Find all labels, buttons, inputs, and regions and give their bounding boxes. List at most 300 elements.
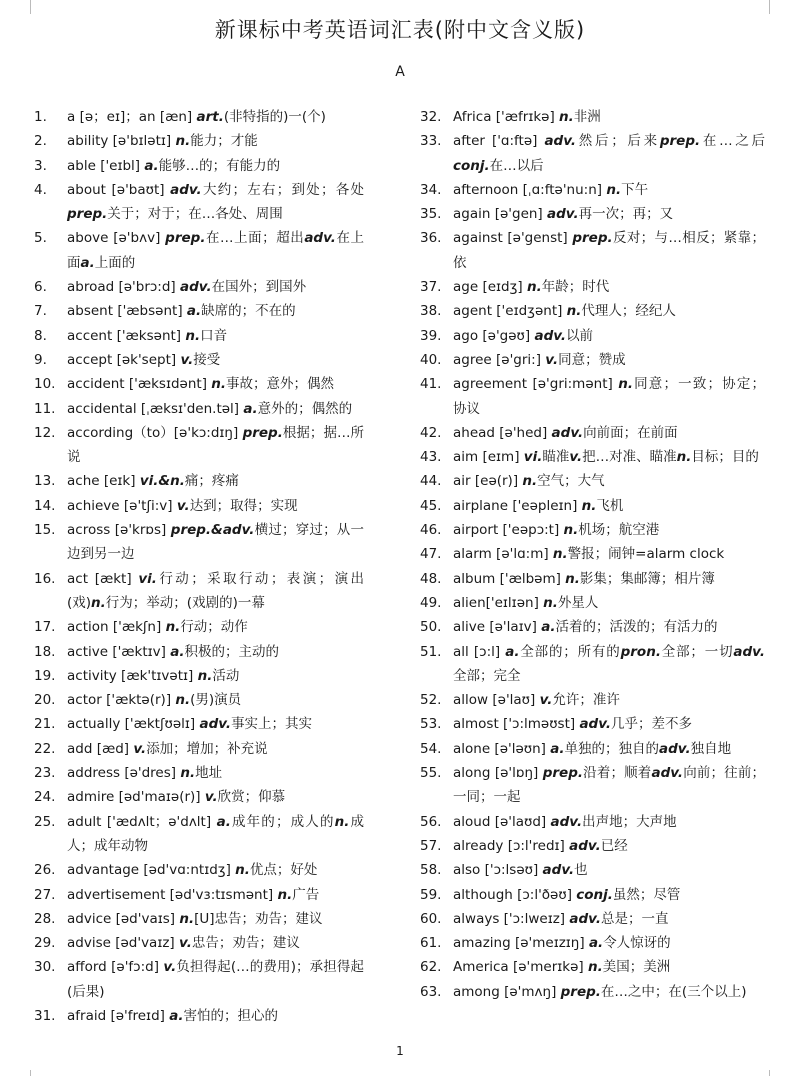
entry-text bbox=[453, 883, 765, 907]
word-and-phonetic: airport ['eəpɔ:t] bbox=[453, 522, 564, 539]
word-and-phonetic: Africa ['æfrɪkə] bbox=[453, 109, 560, 125]
entry-number: 9. bbox=[34, 351, 47, 368]
part-of-speech: adv. bbox=[179, 279, 212, 296]
word-and-phonetic: all [ɔ:l] bbox=[453, 643, 506, 660]
part-of-speech: adv. bbox=[550, 813, 583, 830]
part-of-speech: adv. bbox=[304, 230, 336, 247]
entry-text bbox=[453, 494, 765, 518]
vocabulary-entry bbox=[420, 883, 765, 907]
part-of-speech: v. bbox=[163, 959, 177, 976]
meaning: 负担得起(…的费用)；承担得起(后果) bbox=[67, 959, 364, 1000]
entry-text bbox=[453, 178, 765, 202]
word-and-phonetic: act [ækt] bbox=[67, 570, 139, 587]
entry-number: 26. bbox=[34, 862, 56, 879]
part-of-speech: n. bbox=[606, 181, 622, 198]
vocabulary-entry bbox=[34, 324, 364, 348]
entry-text bbox=[453, 980, 765, 1004]
word-and-phonetic: according（to）[ə'kɔ:dɪŋ] bbox=[67, 424, 243, 441]
meaning: 单独的；独自的 bbox=[564, 740, 659, 757]
entry-text bbox=[453, 955, 765, 979]
entry-number: 45. bbox=[420, 497, 442, 514]
vocabulary-entry bbox=[34, 105, 364, 129]
entry-text bbox=[67, 931, 364, 955]
vocabulary-entry bbox=[34, 1004, 364, 1028]
part-of-speech: a. bbox=[216, 813, 231, 830]
entry-number: 11. bbox=[34, 400, 56, 417]
vocabulary-entry bbox=[420, 980, 765, 1004]
entry-number: 7. bbox=[34, 303, 47, 320]
word-and-phonetic: allow [ə'laʊ] bbox=[453, 692, 540, 709]
part-of-speech: n. bbox=[581, 497, 597, 514]
entry-number: 2. bbox=[34, 133, 47, 150]
entry-text bbox=[67, 907, 364, 931]
entry-text bbox=[453, 640, 765, 689]
part-of-speech: prep. bbox=[542, 765, 584, 782]
part-of-speech: adv. bbox=[534, 327, 567, 344]
meaning: 机场；航空港 bbox=[578, 522, 660, 539]
entry-text bbox=[453, 542, 765, 566]
vocabulary-entry bbox=[34, 761, 364, 785]
vocabulary-entry bbox=[420, 567, 765, 591]
part-of-speech: a. bbox=[186, 303, 202, 320]
part-of-speech: prep. bbox=[165, 230, 206, 247]
entry-number: 16. bbox=[34, 570, 56, 587]
vocabulary-entry bbox=[34, 907, 364, 931]
entry-number: 20. bbox=[34, 692, 56, 709]
entry-text bbox=[67, 1004, 364, 1028]
meaning: 大约；左右；到处；各处 bbox=[201, 181, 365, 198]
vocabulary-entry bbox=[34, 299, 364, 323]
entry-text bbox=[453, 931, 765, 955]
entry-text bbox=[453, 469, 765, 493]
vocabulary-entry bbox=[420, 105, 765, 129]
word-and-phonetic: against [ə'genst] bbox=[453, 230, 573, 247]
meaning: 然后；后来 bbox=[576, 133, 660, 150]
crop-mark bbox=[30, 0, 41, 14]
meaning: 达到；取得；实现 bbox=[189, 497, 298, 514]
meaning: (男)演员 bbox=[190, 692, 242, 709]
entry-number: 48. bbox=[420, 570, 442, 587]
entry-text bbox=[67, 275, 364, 299]
entry-text bbox=[67, 178, 364, 227]
vocabulary-column-right bbox=[420, 105, 765, 1004]
word-and-phonetic: age [eɪdʒ] bbox=[453, 279, 527, 296]
word-and-phonetic: add [æd] bbox=[67, 740, 134, 757]
vocabulary-entry bbox=[420, 810, 765, 834]
page-number: 1 bbox=[396, 1044, 404, 1058]
entry-number: 31. bbox=[34, 1007, 56, 1024]
meaning: 添加；增加；补充说 bbox=[146, 740, 268, 757]
part-of-speech: prep. bbox=[560, 983, 601, 1000]
vocabulary-entry bbox=[420, 834, 765, 858]
meaning: 已经 bbox=[600, 837, 628, 854]
part-of-speech: prep. bbox=[242, 424, 283, 441]
vocabulary-entry bbox=[420, 907, 765, 931]
entry-number: 53. bbox=[420, 716, 442, 733]
part-of-speech: pron. bbox=[620, 643, 661, 660]
entry-text bbox=[453, 567, 765, 591]
entry-number: 47. bbox=[420, 546, 442, 563]
meaning: 害怕的；担心的 bbox=[183, 1007, 278, 1024]
part-of-speech: n. bbox=[235, 862, 250, 879]
word-and-phonetic: always ['ɔ:lweɪz] bbox=[453, 910, 570, 927]
word-and-phonetic: agent ['eɪdʒənt] bbox=[453, 303, 567, 320]
word-and-phonetic: active ['æktɪv] bbox=[67, 643, 171, 660]
vocabulary-column-left bbox=[34, 105, 364, 1028]
entry-text bbox=[67, 785, 364, 809]
part-of-speech: a. bbox=[243, 400, 258, 417]
meaning: 飞机 bbox=[596, 497, 624, 514]
meaning: (非特指的)一(个) bbox=[223, 109, 326, 125]
meaning: 同意；赞成 bbox=[558, 351, 626, 368]
entry-text bbox=[453, 299, 765, 323]
entry-number: 57. bbox=[420, 837, 442, 854]
entry-text bbox=[453, 761, 765, 810]
part-of-speech: n. bbox=[566, 303, 582, 320]
meaning: 全部；完全 bbox=[453, 667, 521, 684]
part-of-speech: adv. bbox=[542, 862, 575, 879]
crop-mark bbox=[30, 1070, 41, 1076]
part-of-speech: n. bbox=[565, 570, 580, 587]
word-and-phonetic: above [ə'bʌv] bbox=[67, 230, 166, 247]
crop-mark bbox=[759, 1070, 770, 1076]
entry-number: 56. bbox=[420, 813, 442, 830]
part-of-speech: v. bbox=[545, 351, 559, 368]
entry-text bbox=[453, 518, 765, 542]
entry-number: 1. bbox=[34, 109, 47, 125]
meaning: 接受 bbox=[193, 351, 221, 368]
meaning: 总是；一直 bbox=[600, 910, 669, 927]
vocabulary-entry bbox=[420, 761, 765, 810]
meaning: 关于；对于；在…各处、周围 bbox=[107, 206, 283, 223]
part-of-speech: n. bbox=[522, 473, 538, 490]
entry-number: 17. bbox=[34, 619, 56, 636]
entry-text bbox=[67, 518, 364, 567]
entry-text bbox=[67, 421, 364, 470]
meaning: 外星人 bbox=[557, 594, 599, 611]
entry-number: 19. bbox=[34, 667, 56, 684]
entry-number: 23. bbox=[34, 765, 56, 782]
part-of-speech: a. bbox=[169, 1007, 184, 1024]
meaning: 在上面 bbox=[67, 230, 365, 271]
vocabulary-entry bbox=[34, 348, 364, 372]
word-and-phonetic: America [ə'merɪkə] bbox=[453, 959, 588, 976]
meaning: 能力；才能 bbox=[190, 133, 258, 150]
entry-number: 52. bbox=[420, 692, 442, 709]
entry-text bbox=[453, 834, 765, 858]
vocabulary-entry bbox=[34, 469, 364, 493]
meaning: 事实上；其实 bbox=[231, 716, 313, 733]
meaning: 口音 bbox=[200, 327, 228, 344]
meaning: 瞄准 bbox=[542, 449, 570, 466]
part-of-speech: adv. bbox=[199, 716, 232, 733]
part-of-speech: n. bbox=[165, 619, 181, 636]
entry-text bbox=[67, 469, 364, 493]
part-of-speech: n. bbox=[559, 109, 574, 125]
part-of-speech: n. bbox=[277, 886, 293, 903]
meaning: 向前面；在前面 bbox=[583, 424, 678, 441]
meaning: 在…以后 bbox=[489, 157, 544, 174]
word-and-phonetic: accident ['æksɪdənt] bbox=[67, 376, 212, 393]
vocabulary-entry bbox=[34, 129, 364, 153]
entry-number: 40. bbox=[420, 351, 442, 368]
word-and-phonetic: ago [ə'gəʊ] bbox=[453, 327, 535, 344]
entry-text bbox=[453, 712, 765, 736]
entry-number: 4. bbox=[34, 181, 47, 198]
entry-number: 50. bbox=[420, 619, 442, 636]
entry-text bbox=[453, 907, 765, 931]
word-and-phonetic: air [eə(r)] bbox=[453, 473, 523, 490]
word-and-phonetic: alive [ə'laɪv] bbox=[453, 619, 542, 636]
vocabulary-entry bbox=[34, 688, 364, 712]
entry-number: 44. bbox=[420, 473, 442, 490]
entry-text bbox=[67, 810, 364, 859]
meaning: 痛；疼痛 bbox=[184, 473, 239, 490]
meaning: 成人；成年动物 bbox=[67, 813, 365, 854]
entry-text bbox=[67, 858, 364, 882]
word-and-phonetic: about [ə'baʊt] bbox=[67, 181, 171, 198]
word-and-phonetic: activity [æk'tɪvətɪ] bbox=[67, 667, 198, 684]
entry-number: 41. bbox=[420, 376, 442, 393]
part-of-speech: a. bbox=[170, 643, 185, 660]
vocabulary-entry bbox=[34, 785, 364, 809]
entry-number: 35. bbox=[420, 206, 442, 223]
entry-number: 15. bbox=[34, 522, 56, 539]
part-of-speech: n. bbox=[211, 376, 227, 393]
word-and-phonetic: address [ə'dres] bbox=[67, 765, 181, 782]
meaning: 目标；目的 bbox=[691, 449, 759, 466]
vocabulary-entry bbox=[34, 154, 364, 178]
entry-text bbox=[453, 858, 765, 882]
vocabulary-entry bbox=[34, 883, 364, 907]
entry-text bbox=[453, 810, 765, 834]
part-of-speech: adv. bbox=[547, 206, 579, 223]
entry-number: 30. bbox=[34, 959, 56, 976]
entry-text bbox=[67, 955, 364, 1004]
word-and-phonetic: after ['ɑ:ftə] bbox=[453, 133, 545, 150]
entry-text bbox=[67, 640, 364, 664]
vocabulary-entry bbox=[34, 810, 364, 859]
entry-text bbox=[67, 664, 364, 688]
entry-number: 61. bbox=[420, 935, 442, 952]
entry-number: 28. bbox=[34, 910, 56, 927]
word-and-phonetic: actually ['æktʃʊəlɪ] bbox=[67, 716, 200, 733]
meaning: 虽然；尽管 bbox=[612, 886, 681, 903]
vocabulary-entry bbox=[420, 931, 765, 955]
part-of-speech: a. bbox=[541, 619, 556, 636]
entry-number: 12. bbox=[34, 424, 56, 441]
vocabulary-entry bbox=[420, 372, 765, 421]
meaning: 欣赏；仰慕 bbox=[217, 789, 286, 806]
part-of-speech: n. bbox=[175, 133, 191, 150]
entry-text bbox=[453, 129, 765, 178]
part-of-speech: n. bbox=[185, 327, 201, 344]
vocabulary-entry bbox=[420, 640, 765, 689]
vocabulary-entry bbox=[420, 591, 765, 615]
word-and-phonetic: already [ɔ:l'redɪ] bbox=[453, 837, 570, 854]
meaning: 下午 bbox=[621, 181, 649, 198]
word-and-phonetic: able ['eɪbl] bbox=[67, 157, 145, 174]
meaning: 在…之后 bbox=[700, 133, 766, 150]
entry-number: 32. bbox=[420, 109, 442, 125]
meaning: 在…上面；超出 bbox=[205, 230, 305, 247]
part-of-speech: adv. bbox=[651, 765, 684, 782]
word-and-phonetic: absent ['æbsənt] bbox=[67, 303, 187, 320]
word-and-phonetic: ache [eɪk] bbox=[67, 473, 140, 490]
entry-text bbox=[453, 688, 765, 712]
word-and-phonetic: among [ə'mʌŋ] bbox=[453, 983, 561, 1000]
part-of-speech: n. bbox=[676, 449, 692, 466]
part-of-speech: n. bbox=[179, 910, 195, 927]
vocabulary-entry bbox=[420, 445, 765, 469]
meaning: 全部的；所有的 bbox=[519, 643, 621, 660]
meaning: 缺席的；不在的 bbox=[201, 303, 296, 320]
word-and-phonetic: achieve [ə'tʃi:v] bbox=[67, 497, 177, 514]
entry-text bbox=[453, 421, 765, 445]
part-of-speech: v. bbox=[569, 449, 583, 466]
entry-text bbox=[67, 129, 364, 153]
part-of-speech: v. bbox=[180, 351, 194, 368]
meaning: 横过；穿过；从一边到另一边 bbox=[67, 522, 364, 563]
vocabulary-entry bbox=[34, 664, 364, 688]
entry-number: 6. bbox=[34, 279, 47, 296]
word-and-phonetic: accept [ək'sept] bbox=[67, 351, 181, 368]
entry-text bbox=[67, 154, 364, 178]
entry-text bbox=[453, 615, 765, 639]
word-and-phonetic: ability [ə'bɪlətɪ] bbox=[67, 133, 176, 150]
entry-text bbox=[67, 397, 364, 421]
part-of-speech: n. bbox=[197, 667, 213, 684]
entry-number: 14. bbox=[34, 497, 56, 514]
vocabulary-entry bbox=[34, 567, 364, 616]
word-and-phonetic: amazing [ə'meɪzɪŋ] bbox=[453, 935, 589, 952]
entry-number: 39. bbox=[420, 327, 442, 344]
section-letter: A bbox=[395, 64, 405, 80]
meaning: 全部；一切 bbox=[660, 643, 734, 660]
meaning: 再一次；再；又 bbox=[578, 206, 674, 223]
part-of-speech: v. bbox=[176, 497, 190, 514]
entry-text bbox=[67, 615, 364, 639]
entry-number: 62. bbox=[420, 959, 442, 976]
word-and-phonetic: airplane ['eəpleɪn] bbox=[453, 497, 582, 514]
entry-number: 37. bbox=[420, 279, 442, 296]
part-of-speech: v. bbox=[539, 692, 553, 709]
vocabulary-entry bbox=[34, 275, 364, 299]
entry-number: 18. bbox=[34, 643, 56, 660]
vocabulary-entry bbox=[420, 688, 765, 712]
meaning: 同意；一致；协定；协议 bbox=[453, 376, 766, 417]
word-and-phonetic: almost ['ɔ:lməʊst] bbox=[453, 716, 580, 733]
entry-text bbox=[453, 202, 765, 226]
vocabulary-entry bbox=[34, 178, 364, 227]
part-of-speech: a. bbox=[550, 740, 565, 757]
meaning: 忠告；劝告；建议 bbox=[191, 935, 300, 952]
vocabulary-entry bbox=[420, 421, 765, 445]
word-and-phonetic: album ['ælbəm] bbox=[453, 570, 566, 587]
entry-text bbox=[67, 761, 364, 785]
entry-number: 24. bbox=[34, 789, 56, 806]
entry-number: 51. bbox=[420, 643, 442, 660]
meaning: 行动；采取行动；表演；演出(戏) bbox=[67, 570, 364, 611]
entry-text bbox=[453, 275, 765, 299]
part-of-speech: n. bbox=[552, 546, 568, 563]
word-and-phonetic: afternoon [ˌɑ:ftə'nu:n] bbox=[453, 181, 607, 198]
vocabulary-entry bbox=[34, 494, 364, 518]
word-and-phonetic: admire [əd'maɪə(r)] bbox=[67, 789, 205, 806]
part-of-speech: n. bbox=[175, 692, 191, 709]
word-and-phonetic: aloud [ə'laʊd] bbox=[453, 813, 551, 830]
meaning: 行为；举动；(戏剧的)一幕 bbox=[105, 594, 265, 611]
meaning: 积极的；主动的 bbox=[184, 643, 279, 660]
meaning: 优点；好处 bbox=[249, 862, 318, 879]
part-of-speech: vi.&n. bbox=[139, 473, 185, 490]
meaning: 活动 bbox=[212, 667, 240, 684]
part-of-speech: a. bbox=[80, 254, 95, 271]
word-and-phonetic: adult ['ædʌlt；ə'dʌlt] bbox=[67, 813, 217, 830]
vocabulary-entry bbox=[420, 129, 765, 178]
part-of-speech: n. bbox=[334, 813, 350, 830]
word-and-phonetic: action ['ækʃn] bbox=[67, 619, 166, 636]
meaning: 允许；准许 bbox=[552, 692, 620, 709]
entry-number: 27. bbox=[34, 886, 56, 903]
meaning: 年龄；时代 bbox=[541, 279, 610, 296]
meaning: 在…之中；在(三个以上) bbox=[600, 983, 747, 1000]
meaning: 空气；大气 bbox=[537, 473, 605, 490]
part-of-speech: adv. bbox=[569, 910, 601, 927]
meaning: 令人惊讶的 bbox=[603, 935, 671, 952]
part-of-speech: adv. bbox=[569, 837, 601, 854]
meaning: 美国；美洲 bbox=[602, 959, 671, 976]
entry-text bbox=[67, 737, 364, 761]
vocabulary-entry bbox=[420, 348, 765, 372]
part-of-speech: n. bbox=[526, 279, 542, 296]
part-of-speech: prep. bbox=[67, 206, 108, 223]
word-and-phonetic: again [ə'gen] bbox=[453, 206, 547, 223]
part-of-speech: n. bbox=[563, 522, 579, 539]
word-and-phonetic: accent ['æksənt] bbox=[67, 327, 186, 344]
meaning: 行动；动作 bbox=[180, 619, 248, 636]
entry-number: 36. bbox=[420, 230, 442, 247]
entry-number: 29. bbox=[34, 935, 56, 952]
entry-number: 13. bbox=[34, 473, 56, 490]
word-and-phonetic: across [ə'krɒs] bbox=[67, 522, 171, 539]
entry-number: 3. bbox=[34, 157, 47, 174]
entry-text bbox=[453, 372, 765, 421]
entry-number: 60. bbox=[420, 910, 442, 927]
meaning: 非洲 bbox=[573, 109, 601, 125]
entry-number: 43. bbox=[420, 449, 442, 466]
word-and-phonetic: a [ə；eɪ]；an [æn] bbox=[67, 109, 197, 125]
entry-text bbox=[67, 372, 364, 396]
entry-number: 63. bbox=[420, 983, 442, 1000]
word-and-phonetic: advertisement [əd'vɜ:tɪsmənt] bbox=[67, 886, 278, 903]
entry-number: 59. bbox=[420, 886, 442, 903]
word-and-phonetic: aim [eɪm] bbox=[453, 449, 524, 466]
part-of-speech: prep.&adv. bbox=[170, 522, 255, 539]
entry-text bbox=[67, 299, 364, 323]
meaning: 独自地 bbox=[690, 740, 732, 757]
word-and-phonetic: advice [əd'vaɪs] bbox=[67, 910, 180, 927]
entry-text bbox=[67, 324, 364, 348]
part-of-speech: v. bbox=[133, 740, 147, 757]
entry-text bbox=[453, 737, 765, 761]
word-and-phonetic: although [ɔ:l'ðəʊ] bbox=[453, 886, 577, 903]
word-and-phonetic: abroad [ə'brɔ:d] bbox=[67, 279, 180, 296]
entry-number: 55. bbox=[420, 765, 442, 782]
part-of-speech: n. bbox=[587, 959, 603, 976]
meaning: 根据；据…所说 bbox=[67, 424, 364, 466]
vocabulary-entry bbox=[34, 372, 364, 396]
